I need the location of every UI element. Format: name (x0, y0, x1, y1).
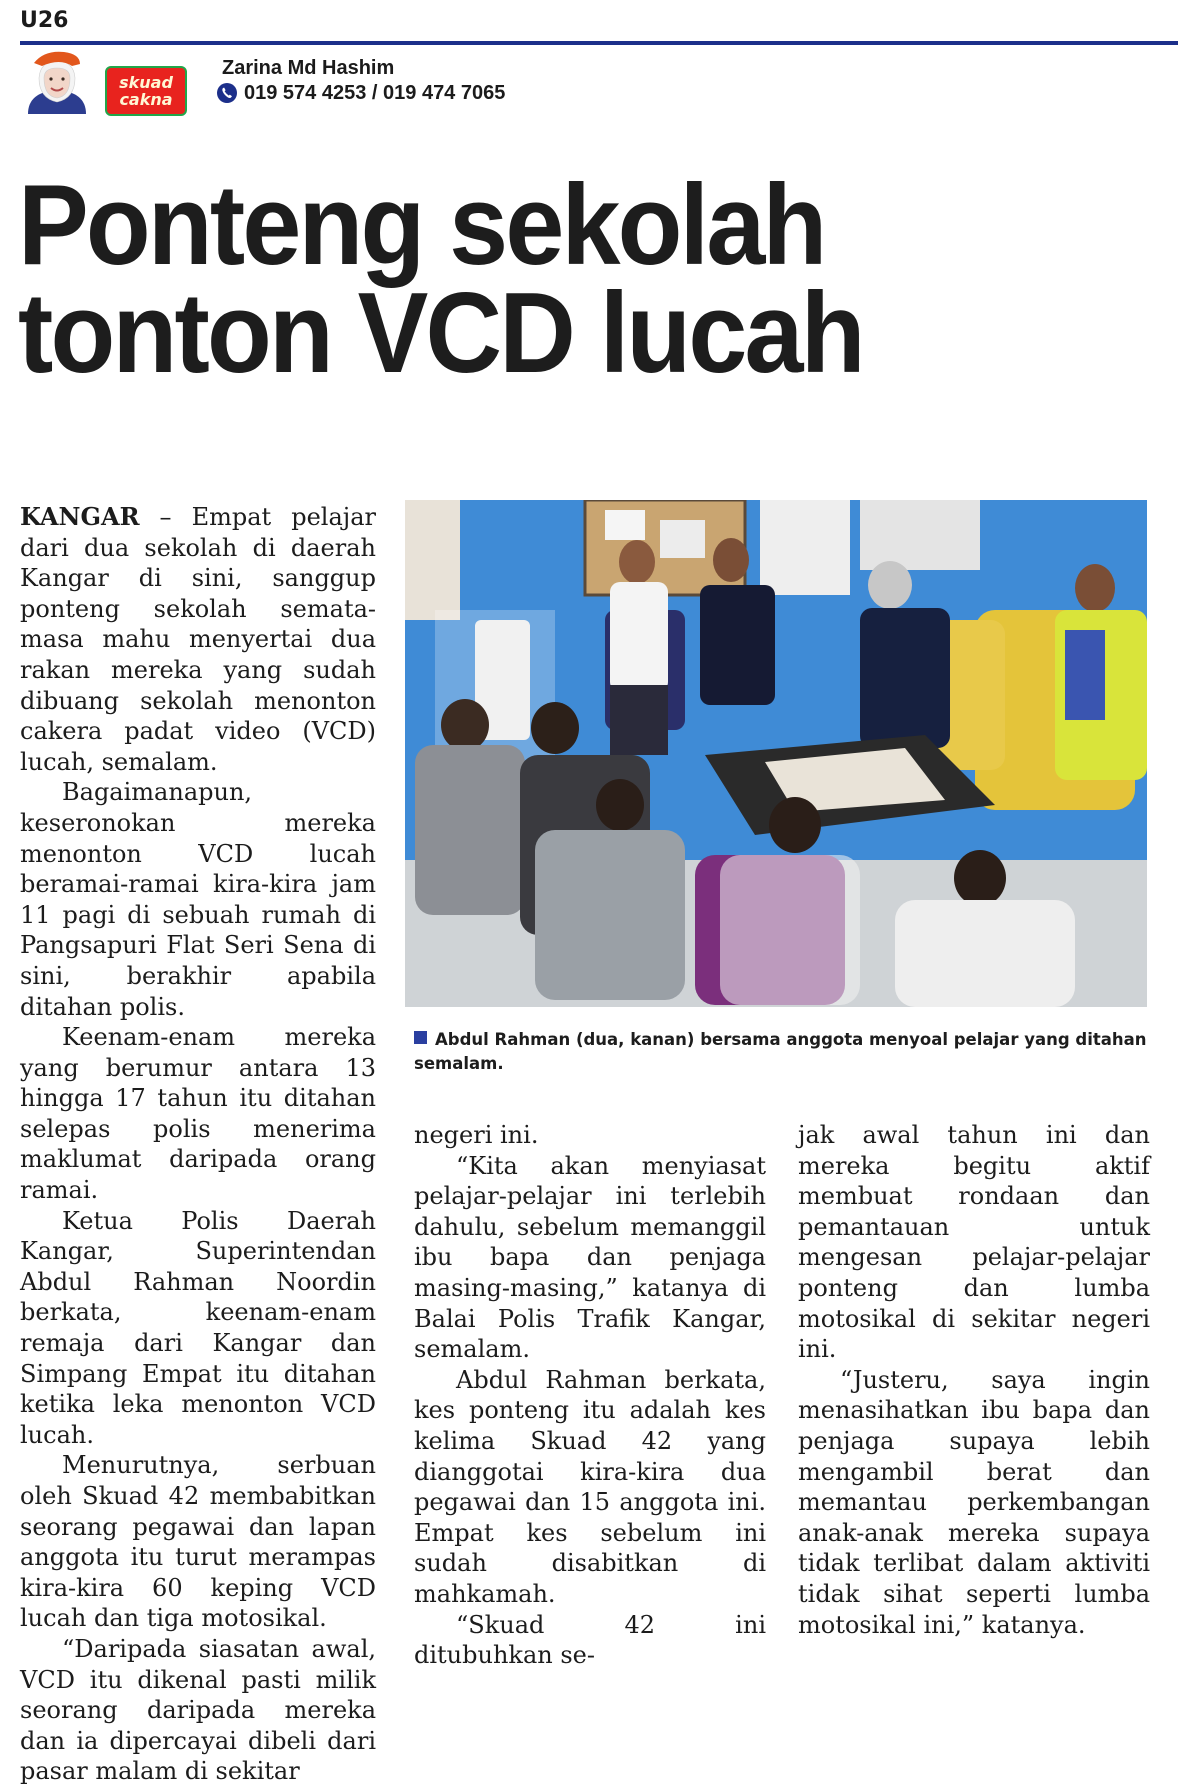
headline-line2: tonton VCD lucah (18, 270, 863, 397)
paragraph: “Justeru, saya ingin menasihatkan ibu bapa dan penjaga supaya lebih mengambil berat dan memantau perkembangan anak-anak mereka supaya tidak terlibat dalam aktiviti tidak sihat seperti lumba motosikal ini,” katanya. (798, 1365, 1150, 1639)
section-logo (105, 66, 187, 116)
author-name: Zarina Md Hashim (222, 57, 395, 79)
article-column-3 (798, 1120, 1150, 1640)
paragraph-text: – Empat pelajar dari dua sekolah di daerah Kangar di sini, sanggup ponteng sekolah semata-masa mahu menyertai dua rakan mereka yang sudah dibuang sekolah menonton cakera padat video (VCD) lucah, semalam. (20, 503, 376, 776)
article-photo (405, 500, 1147, 1007)
photo-caption (414, 1028, 1154, 1076)
section-logo-line1: skuad (119, 73, 173, 92)
author-phone (216, 80, 505, 106)
article-column-1 (20, 502, 376, 1787)
headline (18, 162, 1097, 397)
paragraph: Keenam-enam mereka yang berumur antara 13 hingga 17 tahun itu ditahan selepas polis menerima maklumat daripada orang ramai. (20, 1023, 376, 1205)
page-number: U26 (20, 8, 69, 33)
paragraph: “Kita akan menyiasat pelajar-pelajar ini terlebih dahulu, sebelum memanggil ibu bapa dan penjaga masing-masing,” katanya di Balai Polis Trafik Kangar, semalam. (414, 1151, 766, 1364)
paragraph: “Daripada siasatan awal, VCD itu dikenal pasti milik seorang daripada mereka dan ia dipercayai dibeli dari pasar malam di sekitar (20, 1634, 376, 1786)
paragraph (20, 502, 376, 777)
author-avatar (20, 48, 94, 114)
paragraph: Bagaimanapun, keseronokan mereka menonton VCD lucah beramai-ramai kira-kira jam 11 pagi di sebuah rumah di Pangsapuri Flat Seri Sena di sini, berakhir apabila ditahan polis. (20, 778, 376, 1021)
paragraph: “Skuad 42 ini ditubuhkan se- (414, 1610, 766, 1670)
headline-line1: Ponteng sekolah (18, 162, 825, 289)
author-phone-text: 019 574 4253 / 019 474 7065 (244, 82, 506, 104)
article-column-2 (414, 1120, 766, 1671)
caption-bullet (414, 1031, 427, 1044)
section-logo-line2: cakna (119, 90, 173, 109)
paragraph: Menurutnya, serbuan oleh Skuad 42 membabitkan seorang pegawai dan lapan anggota itu turut merampas kira-kira 60 keping VCD lucah dan tiga motosikal. (20, 1451, 376, 1633)
phone-icon (216, 82, 238, 104)
dateline: KANGAR (20, 502, 140, 531)
byline (222, 56, 505, 106)
paragraph: negeri ini. (414, 1121, 539, 1149)
photo-caption-text: Abdul Rahman (dua, kanan) bersama anggota menyoal pelajar yang ditahan semalam. (414, 1030, 1147, 1073)
header-rule (20, 41, 1178, 45)
paragraph: jak awal tahun ini dan mereka begitu aktif membuat rondaan dan pemantauan untuk mengesan pelajar-pelajar ponteng dan lumba motosikal di sekitar negeri ini. (798, 1121, 1150, 1364)
paragraph: Ketua Polis Daerah Kangar, Superintendan Abdul Rahman Noordin berkata, keenam-enam remaja dari Kangar dan Simpang Empat itu ditahan ketika leka menonton VCD lucah. (20, 1206, 376, 1449)
paragraph: Abdul Rahman berkata, kes ponteng itu adalah kes kelima Skuad 42 yang dianggotai kira-kira dua pegawai dan 15 anggota ini. Empat kes sebelum ini sudah disabitkan di mahkamah. (414, 1365, 766, 1608)
